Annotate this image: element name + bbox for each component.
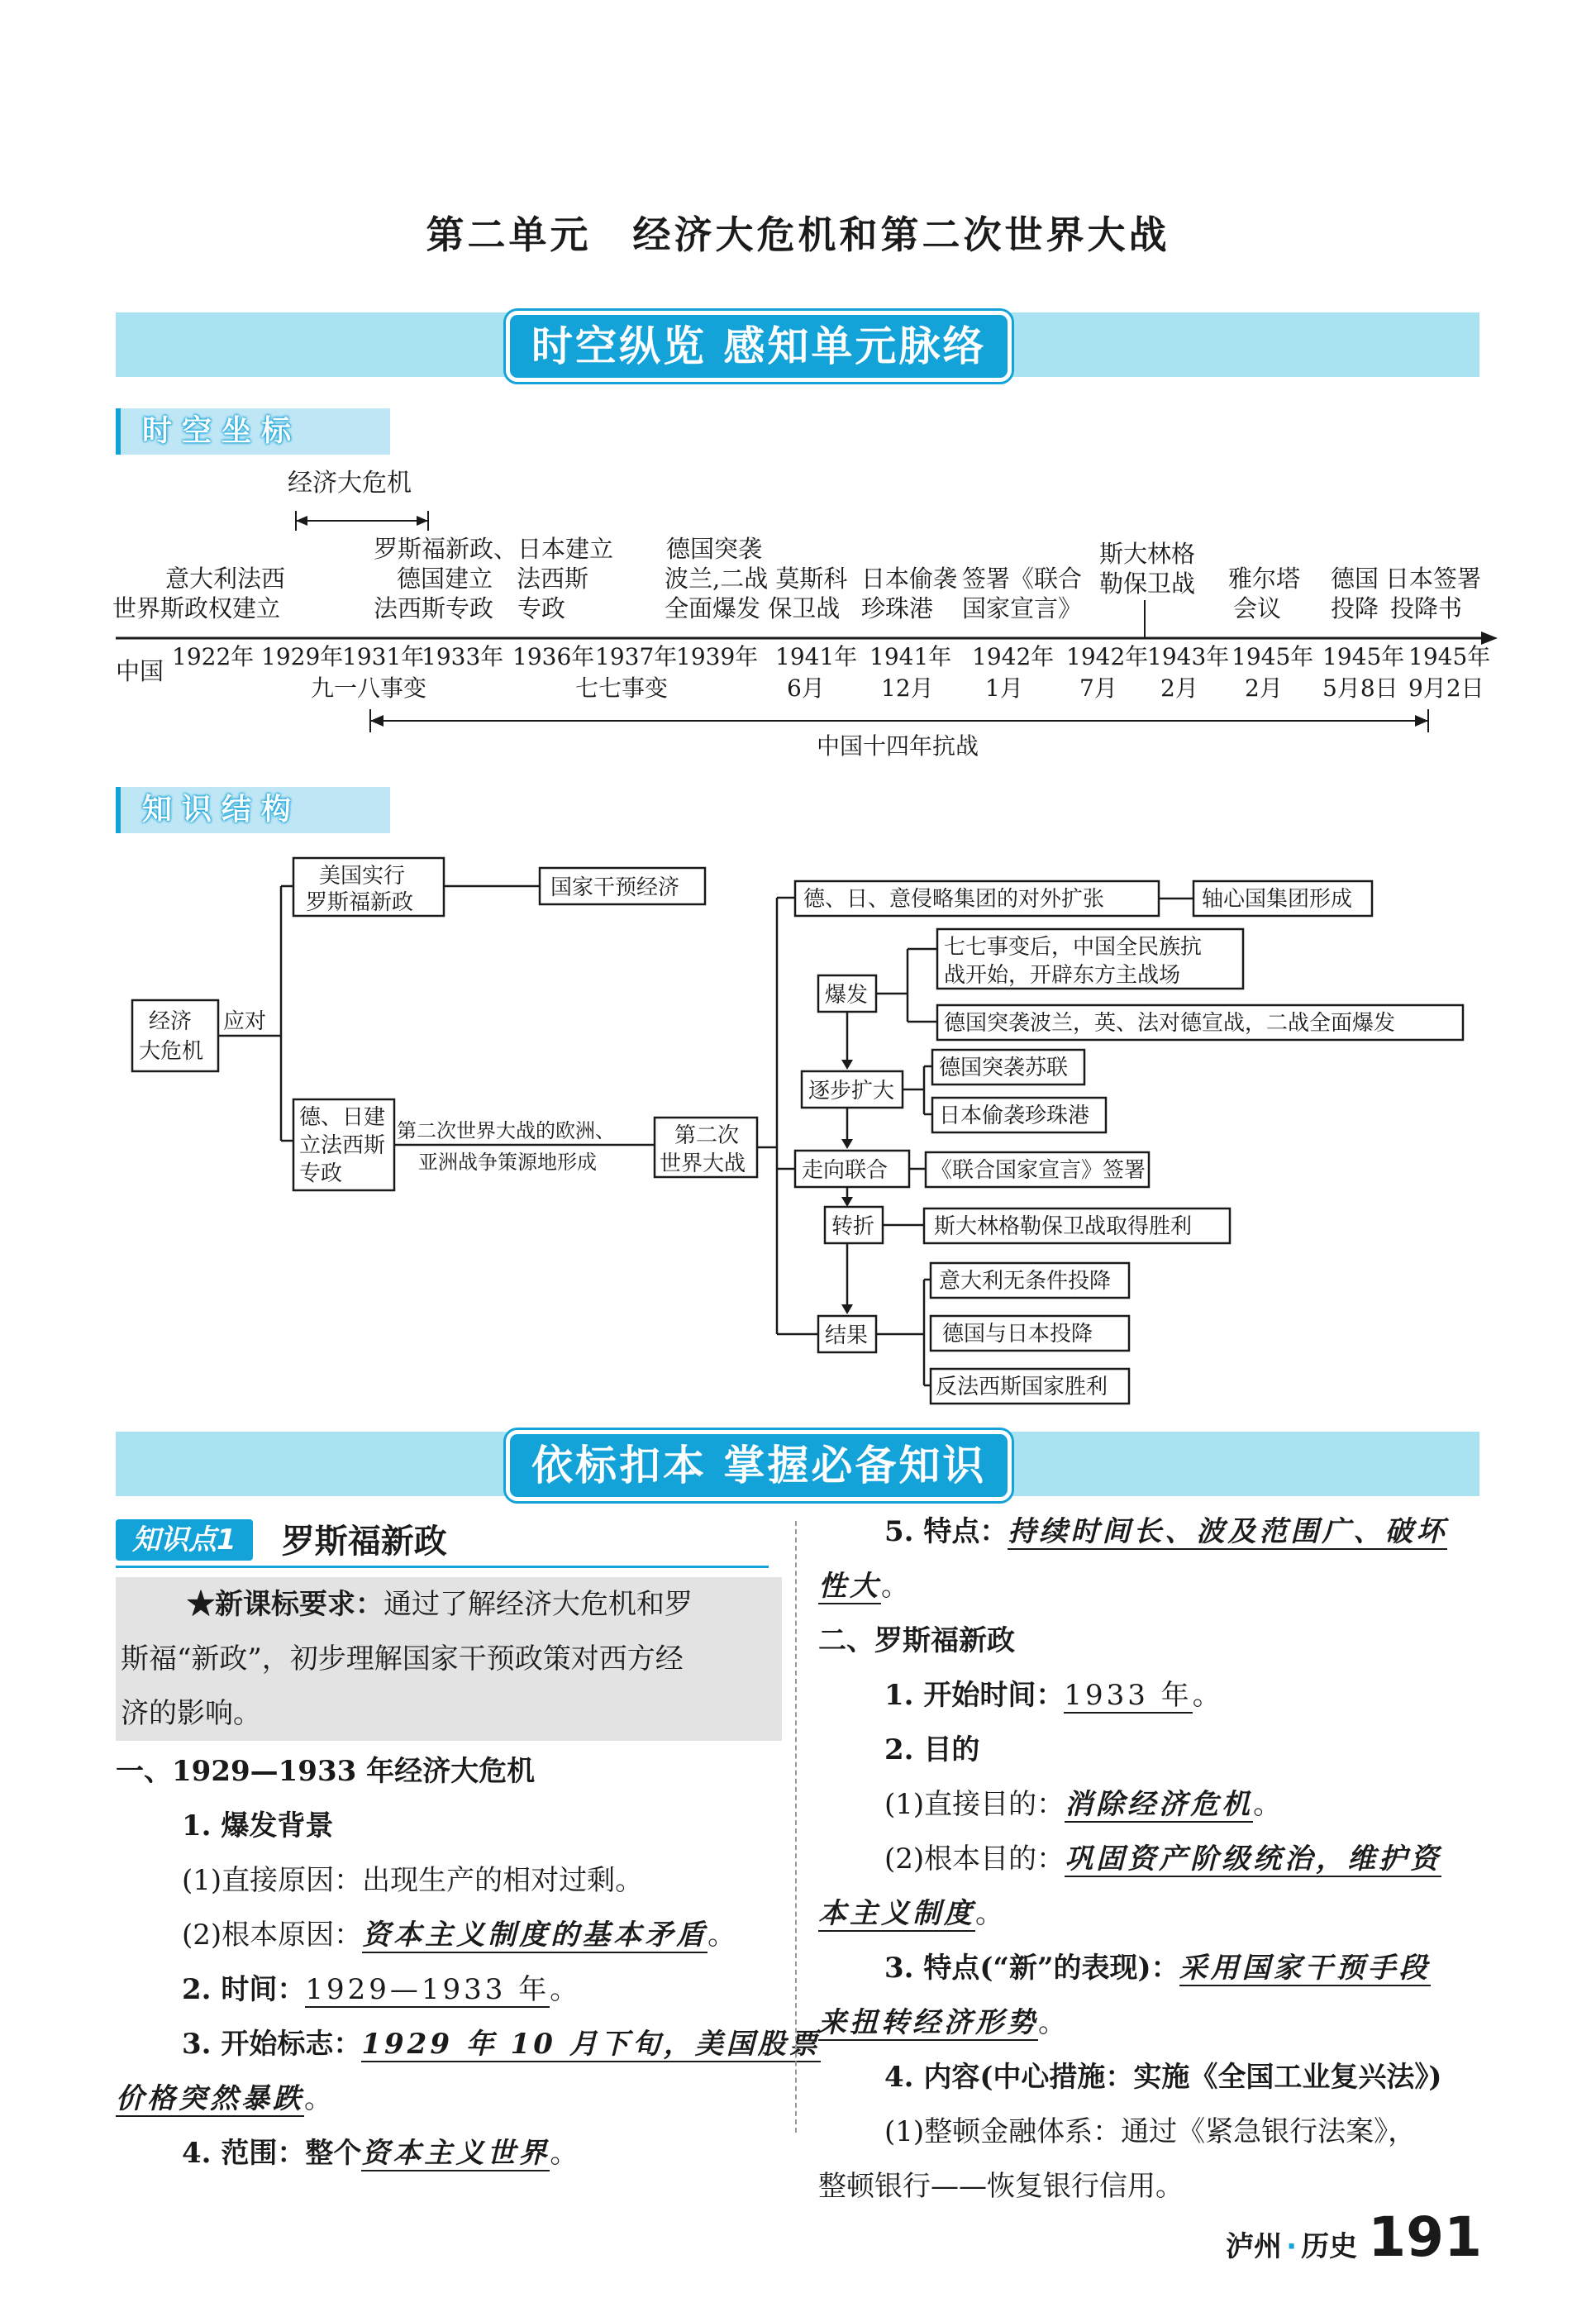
node-newdeal-l2: 罗斯福新政: [306, 890, 414, 915]
new-deal-4a-l2: 整顿银行——恢复银行信用。: [818, 2170, 1184, 2203]
month-1941a: 6月: [787, 675, 825, 702]
tag-structure: 知识结构: [116, 787, 390, 833]
node-ww2-l1: 第二次: [674, 1123, 740, 1148]
year-1929: 1929年: [261, 643, 344, 670]
section-1-heading: 一、1929—1933 年经济大危机: [116, 1755, 536, 1788]
year-1939: 1939年: [676, 643, 759, 670]
month-1945c: 9月2日: [1408, 675, 1484, 702]
node-turning: 转折: [831, 1214, 875, 1239]
timeline-crisis-label: 经济大危机: [288, 469, 412, 498]
year-1941b: 1941年: [869, 643, 952, 670]
item-5-answer-2: 性大: [818, 1570, 881, 1603]
req-line-1: 通过了解经济大危机和罗: [384, 1588, 693, 1621]
year-1942a: 1942年: [972, 643, 1055, 670]
new-deal-4a-l1: (1)整顿金融体系：通过《紧急银行法案》，: [884, 2115, 1417, 2148]
node-result: 结果: [825, 1323, 869, 1348]
year-1945b: 1945年: [1322, 643, 1405, 670]
knowledge-point-tag: 知识点1: [116, 1519, 253, 1561]
event-yalta-l1: 雅尔塔: [1228, 565, 1301, 593]
item-4-answer: 资本主义世界: [361, 2137, 550, 2170]
node-alliance: 走向联合: [802, 1158, 889, 1183]
node-ww2-l2: 世界大战: [660, 1151, 746, 1176]
event-declaration-l2: 国家宣言》: [962, 594, 1083, 622]
item-3-answer-2: 价格突然暴跌: [116, 2082, 304, 2115]
item-4-label: 4. 范围：整个: [182, 2137, 362, 2170]
tag-timeline: 时空坐标: [116, 408, 390, 455]
node-intervention: 国家干预经济: [550, 875, 680, 900]
month-1943: 2月: [1160, 675, 1198, 702]
item-1: 1. 爆发背景: [182, 1809, 334, 1842]
month-1945a: 2月: [1245, 675, 1283, 702]
event-poland-l3: 全面爆发 保卫战: [665, 594, 841, 622]
year-1942b: 1942年: [1066, 643, 1149, 670]
item-1b-label: (2)根本原因：: [182, 1919, 363, 1952]
new-deal-3-answer-2: 来扭转经济形势: [818, 2006, 1038, 2039]
new-deal-2b-label: (2)根本目的：: [884, 1842, 1065, 1876]
month-1942b: 7月: [1079, 675, 1117, 702]
req-line-3: 济的影响。: [121, 1697, 261, 1730]
node-fascism-l2: 立法西斯: [299, 1133, 386, 1158]
year-1945a: 1945年: [1232, 643, 1314, 670]
item-3-answer-1: 1929 年 10 月下旬，美国股票: [361, 2028, 821, 2061]
right-column: 5. 特点：持续时间长、波及范围广、破坏 性大。 二、罗斯福新政 1. 开始时间：1933 年。 2. 目的 (1)直接目的：消除经济危机。 (2)根本目的：巩固资产阶级统治，维护资 本主义制度。 3. 特点(“新”的表现)：采用国家干预手段 来扭转经济形势。 4. 内容(中心措施：实施《全国工业复兴法》) (1)整顿金融体系：通过《紧急银行法案》， 整顿银行——恢复银行信用。: [818, 1504, 1488, 2214]
node-expansion: 德、日、意侵略集团的对外扩张: [803, 887, 1105, 912]
timeline-diagram: [107, 463, 1504, 769]
event-poland-l1: 德国突袭: [666, 535, 763, 563]
event-declaration-l1: 签署《联合: [962, 565, 1083, 593]
node-outbreak-1-l1: 七七事变后，中国全民族抗: [944, 935, 1203, 960]
section-2-heading: 二、罗斯福新政: [818, 1624, 1015, 1657]
knowledge-point-title: 罗斯福新政: [281, 1522, 447, 1561]
event-yalta-l2: 会议: [1233, 594, 1282, 622]
event-germany-l2: 投降: [1331, 594, 1379, 622]
node-escalate-2: 日本偷袭珍珠港: [939, 1104, 1090, 1128]
event-stalingrad-l1: 斯大林格: [1099, 540, 1196, 568]
node-outbreak-2: 德国突袭波兰，英、法对德宣战，二战全面爆发: [944, 1011, 1396, 1036]
new-deal-2a-answer: 消除经济危机: [1065, 1788, 1254, 1821]
column-divider: [795, 1521, 797, 2133]
node-newdeal-l1: 美国实行: [319, 864, 406, 889]
month-1941b: 12月: [881, 675, 934, 702]
event-germany-l1: 德国: [1331, 565, 1379, 593]
node-fascism-l1: 德、日建: [299, 1105, 386, 1130]
band-label-knowledge: 依标扣本 掌握必备知识: [506, 1430, 1012, 1501]
curriculum-requirement: [116, 1577, 782, 1741]
year-1933: 1933年: [422, 643, 504, 670]
unit-title: 第二单元 经济大危机和第二次世界大战: [426, 212, 1170, 257]
item-5-label: 5. 特点：: [884, 1515, 1008, 1548]
node-result-1: 意大利无条件投降: [939, 1269, 1112, 1294]
node-outbreak-1-l2: 战开始，开辟东方主战场: [944, 963, 1181, 988]
china-event-77: 七七事变: [575, 675, 669, 702]
new-deal-2a-label: (1)直接目的：: [884, 1788, 1065, 1821]
node-crisis-l1: 经济: [149, 1009, 193, 1034]
node-axis: 轴心国集团形成: [1202, 887, 1353, 912]
china-event-918: 九一八事变: [311, 675, 427, 702]
page-number: 191: [1368, 2205, 1482, 2269]
node-escalate: 逐步扩大: [808, 1079, 895, 1104]
event-newdeal-l3: 法西斯专政 专政: [374, 594, 566, 622]
item-2-label: 2. 时间：: [182, 1973, 306, 2006]
new-deal-3-label: 3. 特点(“新”的表现)：: [884, 1952, 1179, 1985]
timeline-war-label: 中国十四年抗战: [817, 732, 979, 760]
timeline-china-label: 中国: [116, 657, 164, 685]
year-1931: 1931年: [342, 643, 425, 670]
month-1945b: 5月8日: [1322, 675, 1398, 702]
event-newdeal-l1: 罗斯福新政、日本建立: [374, 535, 614, 563]
node-turning-1: 斯大林格勒保卫战取得胜利: [934, 1214, 1193, 1239]
year-1936: 1936年: [512, 643, 595, 670]
item-1b-answer: 资本主义制度的基本矛盾: [362, 1919, 708, 1952]
event-italy-l2: 世界斯政权建立: [112, 594, 281, 622]
structure-diagram: [124, 851, 1488, 1413]
item-1a: (1)直接原因：出现生产的相对过剩。: [182, 1864, 644, 1897]
event-pearl-l1: 日本偷袭: [861, 565, 958, 593]
new-deal-4: 4. 内容(中心措施：实施《全国工业复兴法》): [884, 2061, 1442, 2094]
node-result-2: 德国与日本投降: [942, 1322, 1093, 1347]
year-1943: 1943年: [1147, 643, 1230, 670]
left-column: 一、1929—1933 年经济大危机 1. 爆发背景 (1)直接原因：出现生产的相对过剩。 (2)根本原因：资本主义制度的基本矛盾。 2. 时间：1929—1933 年。 3. 开始标志：1929 年 10 月下旬，美国股票 价格突然暴跌。 4. 范围：整个资本主义世界。: [116, 1744, 777, 2181]
month-1942a: 1月: [985, 675, 1023, 702]
node-result-3: 反法西斯国家胜利: [936, 1375, 1108, 1399]
req-label: ★新课标要求：: [187, 1588, 384, 1621]
node-outbreak: 爆发: [825, 983, 869, 1008]
node-crisis-l2: 大危机: [139, 1039, 204, 1064]
item-3-label: 3. 开始标志：: [182, 2028, 362, 2061]
new-deal-3-answer-1: 采用国家干预手段: [1179, 1952, 1431, 1985]
footer-region: 泸州: [1226, 2230, 1283, 2263]
event-japan-l2: 投降书: [1390, 594, 1463, 622]
item-2-answer: 1929—1933 年: [305, 1973, 550, 2006]
event-japan-l1: 日本签署: [1385, 565, 1482, 593]
edge-war-sources-l2: 亚洲战争策源地形成: [418, 1151, 597, 1174]
edge-war-sources-l1: 第二次世界大战的欧洲、: [397, 1119, 615, 1142]
knowledge-point-header: [116, 1519, 769, 1568]
new-deal-1-label: 1. 开始时间：: [884, 1679, 1065, 1712]
year-1945c: 1945年: [1408, 643, 1491, 670]
new-deal-2: 2. 目的: [884, 1733, 980, 1766]
node-alliance-1: 《联合国家宣言》签署: [931, 1158, 1146, 1183]
edge-response: 应对: [223, 1009, 267, 1034]
event-italy-l1: 意大利法西: [165, 565, 286, 593]
new-deal-2b-answer-1: 巩固资产阶级统治，维护资: [1065, 1842, 1442, 1876]
year-1937: 1937年: [595, 643, 678, 670]
node-fascism-l3: 专政: [299, 1161, 343, 1186]
year-1941a: 1941年: [775, 643, 858, 670]
req-line-2: 斯福“新政”，初步理解国家干预政策对西方经: [121, 1642, 684, 1676]
year-1922: 1922年: [172, 643, 255, 670]
node-escalate-1: 德国突袭苏联: [939, 1056, 1069, 1080]
event-newdeal-l2: 德国建立 法西斯: [397, 565, 589, 593]
event-stalingrad-l2: 勒保卫战: [1099, 570, 1196, 598]
event-pearl-l2: 珍珠港: [861, 594, 934, 622]
footer-subject: 历史: [1301, 2230, 1358, 2263]
band-label-overview: 时空纵览 感知单元脉络: [506, 311, 1012, 382]
page-footer: 泸州 · 历史 191: [1226, 2205, 1482, 2269]
new-deal-2b-answer-2: 本主义制度: [818, 1897, 975, 1930]
item-5-answer-1: 持续时间长、波及范围广、破坏: [1008, 1515, 1448, 1548]
event-poland-l2: 波兰,二战 莫斯科: [665, 565, 848, 593]
new-deal-1-answer: 1933 年: [1064, 1679, 1193, 1712]
